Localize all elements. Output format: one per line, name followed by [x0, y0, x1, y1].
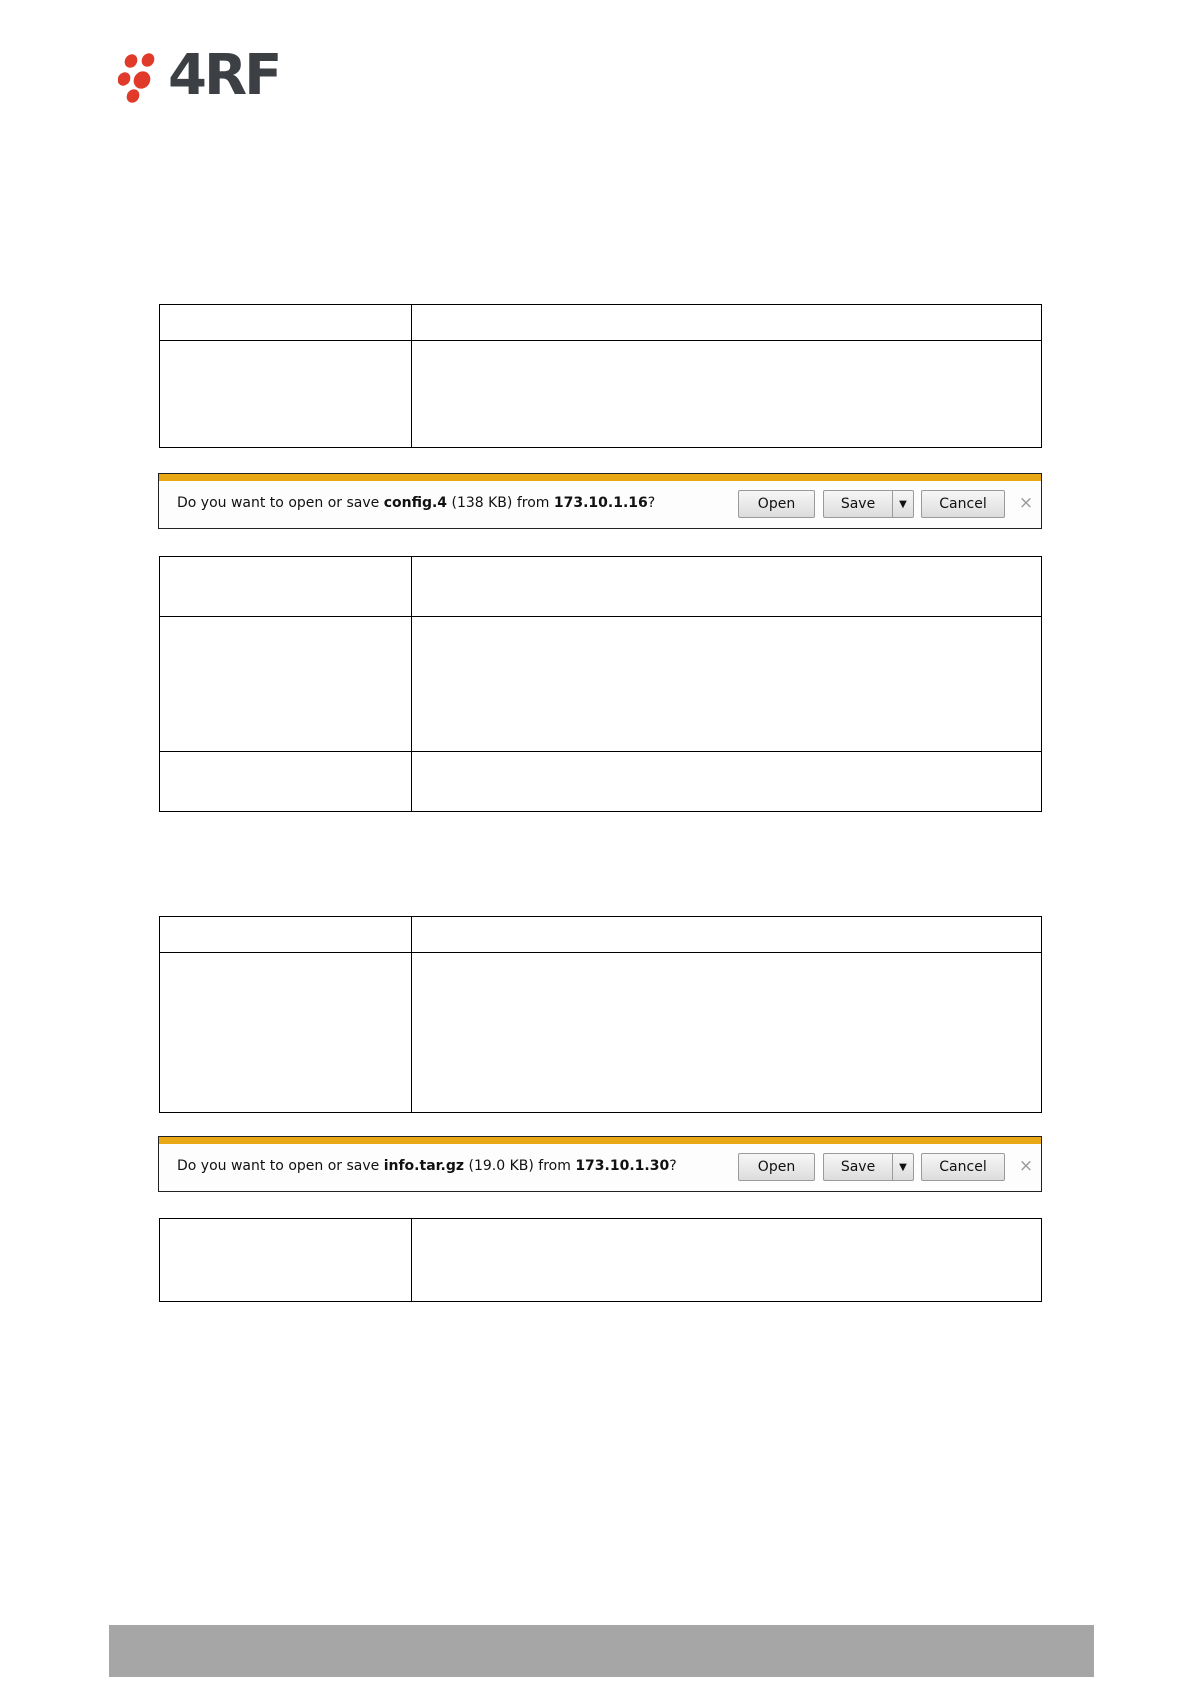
table-row	[160, 1219, 1042, 1302]
open-button[interactable]: Open	[738, 1153, 815, 1181]
info-table-3	[159, 916, 1042, 1113]
notification-stripe	[159, 1137, 1041, 1144]
chevron-down-icon: ▼	[899, 498, 907, 510]
save-dropdown-button[interactable]	[892, 1153, 914, 1181]
cancel-button[interactable]: Cancel	[921, 1153, 1005, 1181]
table-cell	[160, 617, 412, 752]
chevron-down-icon: ▼	[899, 1161, 907, 1173]
table-row	[160, 557, 1042, 617]
table-cell	[412, 557, 1042, 617]
logo-text: 4RF	[168, 43, 280, 108]
table-cell	[412, 752, 1042, 812]
info-table-1	[159, 304, 1042, 448]
company-logo	[118, 43, 293, 108]
save-dropdown-button[interactable]	[892, 490, 914, 518]
table-row	[160, 917, 1042, 953]
save-button[interactable]: Save	[823, 490, 892, 518]
table-cell	[160, 305, 412, 341]
download-filename: info.tar.gz	[383, 1158, 465, 1174]
download-message: Do you want to open or save info.tar.gz (19.0 KB) from 173.10.1.30?	[177, 1158, 677, 1174]
notification-stripe	[159, 474, 1041, 481]
table-cell	[160, 341, 412, 448]
close-icon[interactable]: ×	[1018, 1156, 1034, 1176]
save-button[interactable]: Save	[823, 1153, 892, 1181]
table-cell	[412, 1219, 1042, 1302]
download-host: 173.10.1.30	[575, 1158, 670, 1174]
open-button[interactable]: Open	[738, 490, 815, 518]
table-cell	[412, 341, 1042, 448]
logo-dots-icon	[118, 52, 164, 104]
footer-bar	[109, 1625, 1094, 1677]
notification-body	[159, 1144, 1041, 1191]
download-notification-bar	[158, 1136, 1042, 1192]
table-row	[160, 953, 1042, 1113]
table-row	[160, 752, 1042, 812]
notification-body	[159, 481, 1041, 528]
download-message: Do you want to open or save config.4 (138 KB) from 173.10.1.16?	[177, 495, 656, 511]
table-cell	[160, 557, 412, 617]
download-host: 173.10.1.16	[553, 495, 648, 511]
table-cell	[412, 953, 1042, 1113]
table-cell	[160, 917, 412, 953]
cancel-button[interactable]: Cancel	[921, 490, 1005, 518]
info-table-2	[159, 556, 1042, 812]
table-row	[160, 341, 1042, 448]
table-cell	[412, 617, 1042, 752]
close-icon[interactable]: ×	[1018, 493, 1034, 513]
table-cell	[160, 1219, 412, 1302]
table-row	[160, 617, 1042, 752]
table-cell	[412, 917, 1042, 953]
info-table-4	[159, 1218, 1042, 1302]
table-row	[160, 305, 1042, 341]
download-filename: config.4	[383, 495, 448, 511]
table-cell	[160, 953, 412, 1113]
table-cell	[412, 305, 1042, 341]
table-cell	[160, 752, 412, 812]
download-notification-bar	[158, 473, 1042, 529]
